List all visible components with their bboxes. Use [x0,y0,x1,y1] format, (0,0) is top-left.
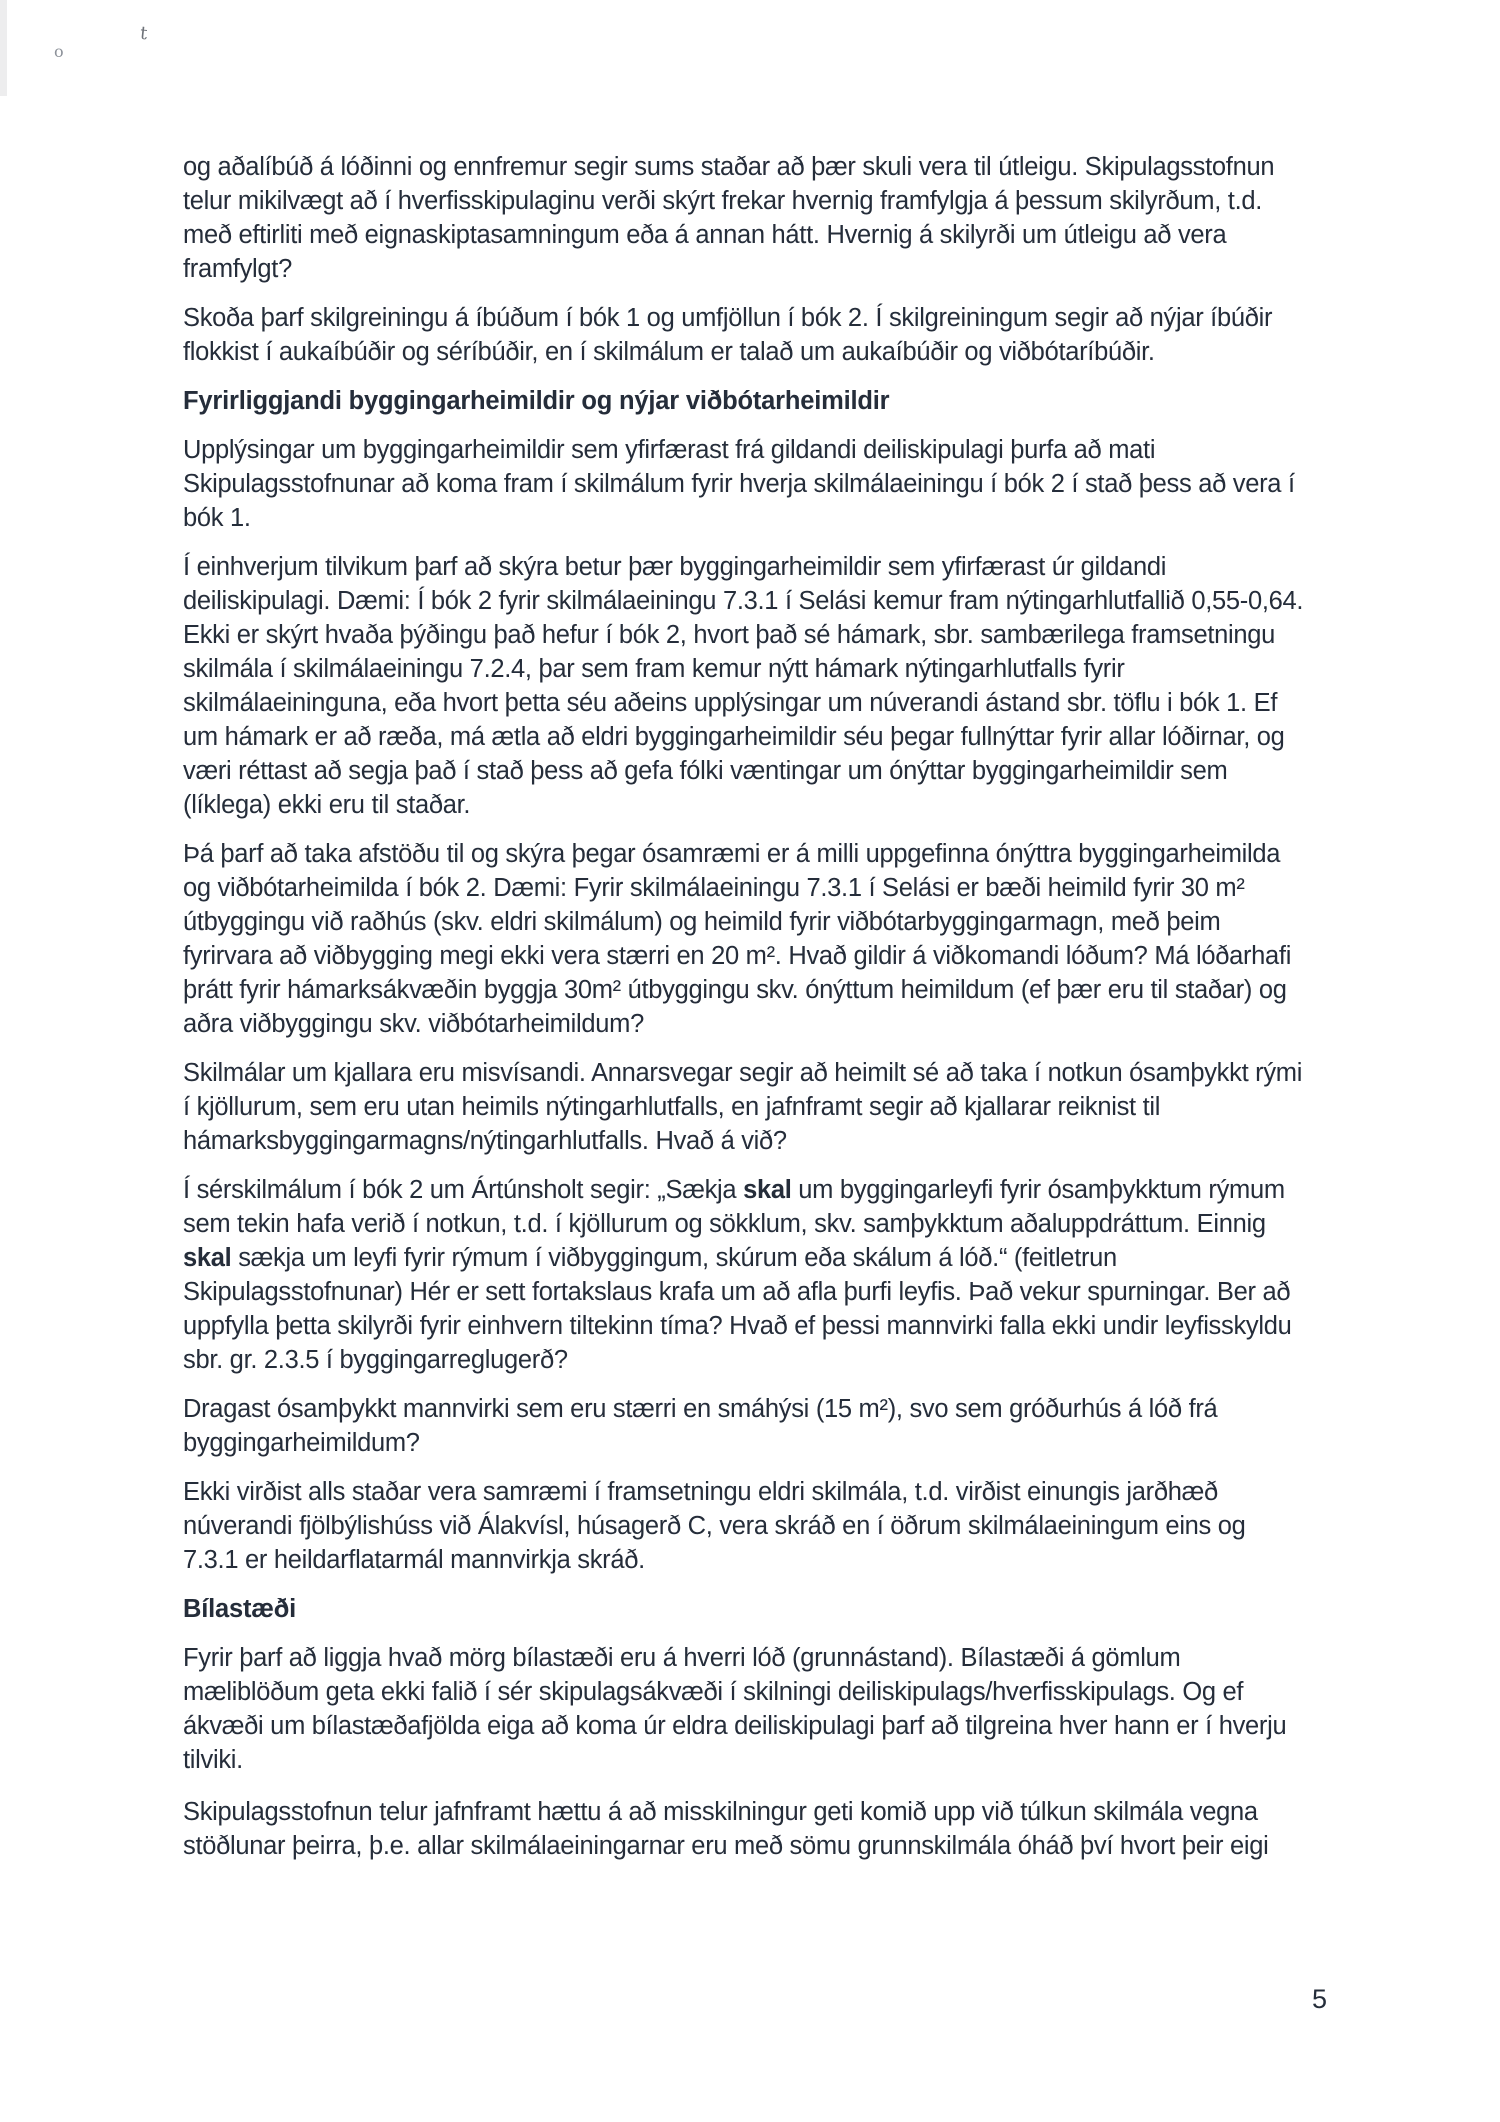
paragraph-unused-vs-additional-permits: Þá þarf að taka afstöðu til og skýra þegar ósamræmi er á milli uppgefinna ónýttra byggingarheimilda og viðbótarheimilda í bók 2. Dæmi: Fyrir skilmálaeiningu 7.3.1 í Selási er bæði heimild fyrir 30 m² útbyggingu við raðhús (skv. eldri skilmálum) og heimild fyrir viðbótarbyggingarmagn, með þeim fyrirvara að viðbygging megi ekki vera stærri en 20 m². Hvað gildir á viðkomandi lóðum? Má lóðarhafi þrátt fyrir hámarksákvæðin byggja 30m² útbyggingu skv. ónýttum heimildum (ef þær eru til staðar) og aðra viðbyggingu skv. viðbótarheimildum? [183,840,1292,1038]
scan-edge-shadow [0,0,7,96]
quote-text-segment: sækja um leyfi fyrir rýmum í viðbyggingum, skúrum eða skálum á lóð.“ (feitletrun Skipulagsstofnunar) Hér er sett fortakslaus krafa um að afla þurfi leyfis. Það vekur spurningar. Ber að uppfylla þetta skilyrði fyrir einhvern tiltekinn tíma? Hvað ef þessi mannvirki falla ekki undir leyfisskyldu sbr. gr. 2.3.5 í byggingarreglugerð? [183,1244,1292,1374]
pen-mark-artifact: o [54,42,64,61]
section-heading-building-permits: Fyrirliggjandi byggingarheimildir og nýjar viðbótarheimildir [183,387,890,415]
paragraph-selas-ratio-example: Í einhverjum tilvikum þarf að skýra betur þær byggingarheimildir sem yfirfærast úr gildandi deiliskipulagi. Dæmi: Í bók 2 fyrir skilmálaeiningu 7.3.1 í Selási kemur fram nýtingarhlutfallið 0,55-0,64. Ekki er skýrt hvaða þýðingu það hefur í bók 2, hvort það sé hámark, sbr. sambærilega framsetningu skilmála í skilmálaeiningu 7.2.4, þar sem fram kemur nýtt hámark nýtingarhlutfalls fyrir skilmálaeininguna, eða hvort þetta séu aðeins upplýsingar um núverandi ástand sbr. töflu i bók 1. Ef um hámark er að ræða, má ætla að eldri byggingarheimildir séu þegar fullnýttar fyrir allar lóðirnar, og væri réttast að segja það í stað þess að gefa fólki væntingar um ónýttar byggingarheimildir sem (líklega) ekki eru til staðar. [183,553,1304,819]
paragraph-parking-baseline: Fyrir þarf að liggja hvað mörg bílastæði eru á hverri lóð (grunnástand). Bílastæði á gömlum mæliblöðum geta ekki falið í sér skipulagsákvæði í skilningi deiliskipulags/hverfisskipulags. Og ef ákvæði um bílastæðafjölda eiga að koma úr eldra deiliskipulagi þarf að tilgreina hver hann er í hverju tilviki. [183,1644,1287,1774]
paragraph-small-structures-question: Dragast ósamþykkt mannvirki sem eru stærri en smáhýsi (15 m²), svo sem gróðurhús á lóð frá byggingarheimildum? [183,1395,1218,1457]
document-content [183,150,1305,1878]
bold-word-skal: skal [743,1176,792,1204]
pen-mark-artifact: t [138,22,149,45]
paragraph-rental-conditions: og aðalíbúð á lóðinni og ennfremur segir sums staðar að þær skuli vera til útleigu. Skipulagsstofnun telur mikilvægt að í hverfisskipulaginu verði skýrt frekar hvernig framfylgja á þessum skilyrðum, t.d. með eftirliti með eignaskiptasamningum eða á annan hátt. Hvernig á skilyrði um útleigu að vera framfylgt? [183,153,1275,283]
paragraph-artunsholt-quote [183,1173,1305,1377]
quote-text-segment: um byggingarleyfi fyrir ósamþykktum rýmum sem tekin hafa verið í notkun, t.d. í kjöllurum og sökklum, skv. samþykktum aðaluppdráttum. Einnig [183,1176,1285,1238]
bold-word-skal: skal [183,1244,232,1272]
quote-text-segment: Í sérskilmálum í bók 2 um Ártúnsholt segir: „Sækja [183,1176,744,1204]
paragraph-standardization-risk: Skipulagsstofnun telur jafnframt hættu á að misskilningur geti komið upp við túlkun skilmála vegna stöðlunar þeirra, þ.e. allar skilmálaeiningarnar eru með sömu grunnskilmála óháð því hvort þeir eigi [183,1798,1269,1860]
paragraph-apartment-definitions: Skoða þarf skilgreiningu á íbúðum í bók 1 og umfjöllun í bók 2. Í skilgreiningum segir að nýjar íbúðir flokkist í aukaíbúðir og séríbúðir, en í skilmálum er talað um aukaíbúðir og viðbótaríbúðir. [183,304,1273,366]
page-number: 5 [1312,1984,1328,2014]
paragraph-permit-info-location: Upplýsingar um byggingarheimildir sem yfirfærast frá gildandi deiliskipulagi þurfa að mati Skipulagsstofnunar að koma fram í skilmálum fyrir hverja skilmálaeiningu í bók 2 í stað þess að vera í bók 1. [183,436,1295,532]
section-heading-parking: Bílastæði [183,1595,296,1623]
paragraph-basement-terms: Skilmálar um kjallara eru misvísandi. Annarsvegar segir að heimilt sé að taka í notkun ósamþykkt rými í kjöllurum, sem eru utan heimils nýtingarhlutfalls, en jafnframt segir að kjallarar reiknist til hámarksbyggingarmagns/nýtingarhlutfalls. Hvað á við? [183,1059,1303,1155]
paragraph-alakvisl-inconsistency: Ekki virðist alls staðar vera samræmi í framsetningu eldri skilmála, t.d. virðist einungis jarðhæð núverandi fjölbýlishúss við Álakvísl, húsagerð C, vera skráð en í öðrum skilmálaeiningum eins og 7.3.1 er heildarflatarmál mannvirkja skráð. [183,1478,1246,1574]
